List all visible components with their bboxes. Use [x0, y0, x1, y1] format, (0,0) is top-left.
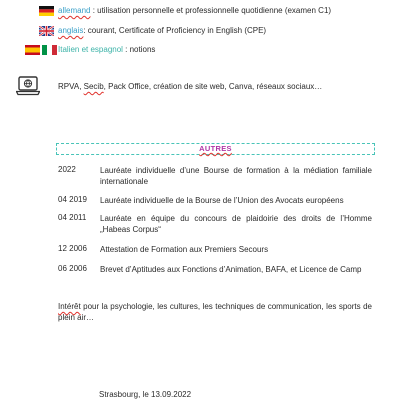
skills-secib: Secib [83, 82, 104, 91]
list-item [58, 165, 372, 187]
language-detail: : notions [122, 45, 156, 54]
spain-flag-icon [25, 45, 40, 55]
interests-first-word: Intérêt [58, 302, 81, 311]
entry-text: Attestation de Formation aux Premiers Secours [100, 245, 269, 254]
skills-text-after: , Pack Office, création de site web, Canva, réseaux sociaux… [103, 82, 323, 91]
computer-icon [16, 76, 40, 96]
list-item [58, 264, 372, 275]
entry-date: 04 2011 [58, 213, 87, 222]
language-name[interactable]: anglais [58, 26, 84, 35]
entry-text: Lauréate en équipe du concours de plaidoirie des droits de l’Homme „Habeas Corpus“ [100, 214, 372, 234]
interests-paragraph [58, 301, 372, 323]
language-name: Italien et espagnol [58, 45, 123, 54]
language-italian-spanish [58, 45, 155, 54]
entry-date: 04 2019 [58, 195, 87, 204]
entry-text: Lauréate individuelle d’une Bourse de formation à la médiation familiale internationale [100, 166, 372, 186]
language-english [58, 26, 266, 35]
entry-text: Brevet d’Aptitudes aux Fonctions d’Animation, BAFA, et Licence de Camp [100, 265, 362, 274]
list-item [58, 213, 372, 235]
entry-date: 12 2006 [58, 244, 87, 253]
place-date: Strasbourg, le 13.09.2022 [99, 390, 192, 399]
language-detail: : utilisation personnelle et professionnelle quotidienne (examen C1) [90, 6, 332, 15]
skills-text-before: RPVA, [58, 82, 84, 91]
section-title: AUTRES [199, 144, 232, 153]
list-item [58, 195, 372, 206]
interests-text: pour la psychologie, les cultures, les techniques de communication, les sports de plein air… [58, 302, 372, 322]
list-item [58, 244, 372, 255]
entry-date: 06 2006 [58, 264, 87, 273]
germany-flag-icon [39, 6, 54, 16]
entry-text: Lauréate individuelle de la Bourse de l’Union des Avocats européens [100, 196, 344, 205]
autres-section-header [56, 143, 375, 155]
language-name[interactable]: allemand [58, 6, 91, 15]
italy-flag-icon [42, 45, 57, 55]
language-german [58, 6, 331, 15]
computer-skills [58, 82, 322, 91]
uk-flag-icon [39, 26, 54, 36]
language-detail: : courant, Certificate of Proficiency in English (CPE) [83, 26, 267, 35]
entry-date: 2022 [58, 165, 76, 174]
